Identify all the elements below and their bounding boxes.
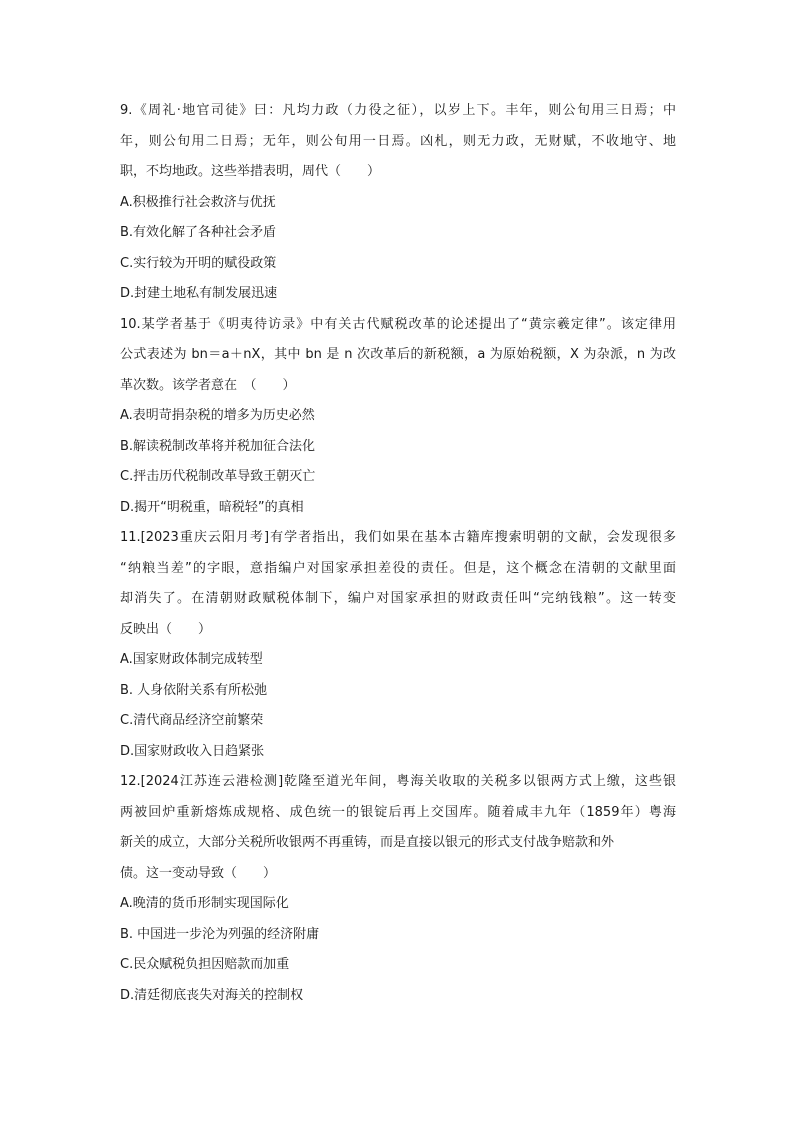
stem-line: 12.[2024江苏连云港检测]乾隆至道光年间，粤海关收取的关税多以银两方式上缴，这些银: [120, 774, 676, 789]
stem-line: 公式表述为 bn＝a＋nX，其中 bn 是 n 次改革后的新税额，a 为原始税额，X 为杂派，n 为改: [120, 347, 676, 362]
question-11: [120, 523, 676, 767]
question-9: [120, 96, 676, 310]
option-c: C.清代商品经济空前繁荣: [120, 713, 264, 728]
stem-line: 9.《周礼·地官司徒》曰：凡均力政（力役之征），以岁上下。丰年，则公旬用三日焉；中: [120, 103, 676, 118]
option-d: D.揭开“明税重，暗税轻”的真相: [120, 499, 304, 515]
stem-line: 新关的成立，大部分关税所收银两不再重铸，而是直接以银元的形式支付战争赔款和外: [120, 835, 615, 850]
stem-line: 反映出（ ）: [120, 621, 212, 637]
question-stem: [120, 523, 676, 645]
stem-line: 债。这一变动导致（ ）: [120, 865, 277, 881]
question-list: [120, 96, 676, 1011]
question-12: [120, 767, 676, 1011]
option-d: D.国家财政收入日趋紧张: [120, 743, 265, 759]
option-b: B. 人身依附关系有所松弛: [120, 682, 268, 698]
option-c: C.民众赋税负担因赔款而加重: [120, 957, 290, 972]
stem-line: 11.[2023重庆云阳月考]有学者指出，我们如果在基本古籍库搜索明朝的文献，会发现很多: [120, 530, 676, 545]
option-c: C.抨击历代税制改革导致王朝灭亡: [120, 469, 316, 484]
stem-line: 革次数。该学者意在 （ ）: [120, 377, 296, 393]
stem-line: “纳粮当差”的字眼，意指编户对国家承担差役的责任。但是，这个概念在清朝的文献里面: [120, 560, 676, 576]
option-a: A.晚清的货币形制实现国际化: [120, 896, 289, 911]
stem-line: 职，不均地政。这些举措表明，周代（ ）: [120, 164, 381, 179]
option-b: B.解读税制改革将并税加征合法化: [120, 438, 316, 454]
option-a: A.国家财政体制完成转型: [120, 652, 263, 667]
option-a: A.表明苛捐杂税的增多为历史必然: [120, 408, 315, 423]
option-b: B.有效化解了各种社会矛盾: [120, 225, 277, 240]
option-d: D.清廷彻底丧失对海关的控制权: [120, 987, 304, 1003]
question-10: [120, 310, 676, 524]
stem-line: 两被回炉重新熔炼成规格、成色统一的银锭后再上交国库。随着咸丰九年（1859年）粤海: [120, 804, 676, 820]
question-stem: [120, 310, 676, 402]
option-d: D.封建土地私有制发展迅速: [120, 286, 278, 301]
option-a: A.积极推行社会救济与优抚: [120, 194, 276, 210]
stem-line: 却消失了。在清朝财政赋税体制下，编户对国家承担的财政责任叫“完纳钱粮”。这一转变: [120, 591, 676, 606]
option-b: B. 中国进一步沦为列强的经济附庸: [120, 926, 320, 942]
question-stem: [120, 96, 676, 188]
question-stem: [120, 767, 676, 889]
stem-line: 年，则公旬用二日焉；无年，则公旬用一日焉。凶札，则无力政，无财赋，不收地守、地: [120, 133, 676, 149]
option-c: C.实行较为开明的赋役政策: [120, 255, 277, 271]
stem-line: 10.某学者基于《明夷待访录》中有关古代赋税改革的论述提出了“黄宗羲定律”。该定律用: [120, 316, 676, 332]
